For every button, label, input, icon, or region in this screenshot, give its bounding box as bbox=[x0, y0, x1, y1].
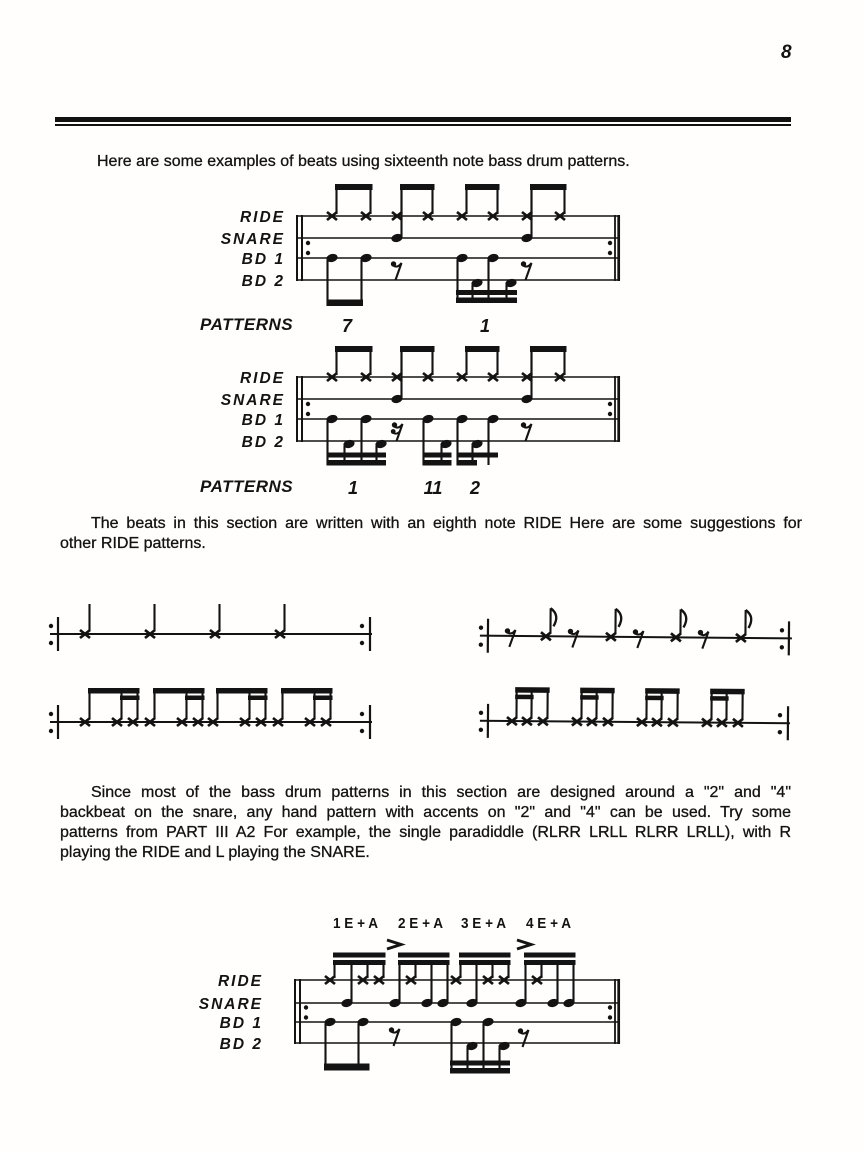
eighth-rest-icon bbox=[633, 629, 644, 648]
repeat-dot bbox=[306, 251, 310, 255]
repeat-dot bbox=[49, 641, 53, 645]
repeat-dot bbox=[306, 241, 310, 245]
rule-thick-line bbox=[55, 117, 791, 122]
notation-text: BD 2 bbox=[241, 273, 285, 290]
notation-text: PATTERNS bbox=[200, 477, 294, 496]
text-line: playing the RIDE and L playing the SNARE. bbox=[60, 844, 370, 861]
repeat-dot bbox=[608, 402, 612, 406]
rest-stroke bbox=[521, 1030, 529, 1047]
text-line: other RIDE patterns. bbox=[60, 535, 206, 552]
sixteenth-rest-icon bbox=[391, 422, 403, 441]
repeat-dot bbox=[778, 713, 782, 717]
ride-pattern-quarter-notes bbox=[35, 588, 395, 662]
eighth-beam bbox=[216, 688, 268, 694]
bass-drum-beam bbox=[456, 290, 517, 295]
section-divider-rule bbox=[55, 117, 791, 126]
repeat-dot bbox=[304, 1005, 308, 1009]
eighth-beam bbox=[281, 688, 333, 694]
accent-icon bbox=[387, 940, 401, 949]
drum-notation-stave-1 bbox=[180, 176, 640, 344]
sixteenth-beam bbox=[524, 953, 576, 958]
text-line: Since most of the bass drum patterns in this section are designed around a "2" and "4" bbox=[91, 784, 791, 801]
drum-notation-stave-3 bbox=[180, 902, 645, 1102]
repeat-dot bbox=[49, 712, 53, 716]
sixteenth-beam bbox=[398, 953, 450, 958]
bass-drum-beam bbox=[327, 460, 387, 466]
notation-text: 1 bbox=[479, 316, 491, 336]
rest-stroke bbox=[635, 631, 643, 648]
notation-text: BD 1 bbox=[241, 251, 285, 268]
repeat-dot bbox=[304, 1015, 308, 1019]
rule-thin-line bbox=[55, 124, 791, 126]
repeat-dot bbox=[306, 412, 310, 416]
repeat-dot bbox=[479, 728, 483, 732]
repeat-dot bbox=[608, 1015, 612, 1019]
repeat-dot bbox=[49, 729, 53, 733]
eighth-rest-icon bbox=[505, 628, 516, 647]
notation-text: 2 bbox=[469, 478, 481, 498]
bass-drum-beam bbox=[423, 453, 452, 458]
bass-drum-beam bbox=[457, 460, 478, 466]
repeat-dot bbox=[608, 251, 612, 255]
eighth-beam bbox=[88, 688, 140, 694]
notation-text: 11 bbox=[423, 478, 443, 498]
notation-text: SNARE bbox=[198, 996, 263, 1013]
bass-drum-beam bbox=[457, 453, 499, 458]
eighth-beam bbox=[465, 184, 500, 190]
rest-stroke bbox=[700, 632, 708, 649]
eighth-beam bbox=[335, 346, 373, 352]
accent-icon bbox=[517, 940, 531, 949]
sixteenth-beam bbox=[333, 953, 386, 958]
bass-drum-beam bbox=[450, 1061, 510, 1066]
repeat-dot bbox=[479, 625, 483, 629]
notation-text: 2 E + A bbox=[398, 915, 444, 932]
bass-drum-beam bbox=[450, 1068, 510, 1074]
repeat-dot bbox=[479, 711, 483, 715]
repeat-dot bbox=[608, 412, 612, 416]
notation-text: 1 E + A bbox=[333, 915, 379, 932]
sixteenth-beam bbox=[524, 960, 576, 965]
ride-pattern-eighth-two-sixteenths bbox=[35, 678, 395, 750]
rest-stroke bbox=[570, 630, 578, 647]
sixteenth-beam bbox=[459, 953, 511, 958]
repeat-dot bbox=[360, 641, 364, 645]
sixteenth-beam bbox=[333, 960, 386, 965]
repeat-dot bbox=[306, 402, 310, 406]
notation-text: 7 bbox=[341, 316, 353, 336]
repeat-dot bbox=[479, 642, 483, 646]
ride-suggestions-text bbox=[60, 514, 802, 554]
sixteenth-beam bbox=[459, 960, 511, 965]
notation-text: 4 E + A bbox=[526, 915, 572, 932]
repeat-dot bbox=[780, 645, 784, 649]
text-line: patterns from PART III A2 For example, the single paradiddle (RLRR LRLL RLRR LRLL), with R bbox=[60, 824, 791, 841]
ride-pattern-two-sixteenths-eighth bbox=[462, 677, 803, 752]
bass-drum-beam bbox=[327, 300, 364, 307]
notation-text: RIDE bbox=[239, 370, 285, 387]
eighth-beam bbox=[335, 184, 373, 190]
eighth-beam bbox=[153, 688, 205, 694]
paradiddle-paragraph bbox=[60, 783, 791, 863]
repeat-dot bbox=[778, 730, 782, 734]
notation-text: BD 1 bbox=[219, 1015, 263, 1032]
rest-stroke bbox=[507, 630, 515, 647]
intro-text: Here are some examples of beats using sixteenth note bass drum patterns. bbox=[97, 153, 630, 170]
ride-pattern-offbeat-eighths bbox=[462, 586, 808, 667]
repeat-dot bbox=[360, 624, 364, 628]
repeat-dot bbox=[360, 729, 364, 733]
bass-drum-beam bbox=[327, 453, 387, 458]
rest-stroke bbox=[394, 263, 402, 280]
notation-text: BD 2 bbox=[241, 434, 285, 451]
page-number: 8 bbox=[781, 42, 792, 63]
notation-text: SNARE bbox=[220, 392, 285, 409]
notation-text: SNARE bbox=[220, 231, 285, 248]
eighth-beam bbox=[400, 346, 435, 352]
repeat-dot bbox=[780, 628, 784, 632]
rest-stroke bbox=[524, 263, 532, 280]
drum-notation-stave-2 bbox=[180, 338, 640, 508]
notation-text: RIDE bbox=[239, 209, 285, 226]
repeat-dot bbox=[360, 712, 364, 716]
eighth-rest-icon bbox=[518, 1028, 529, 1047]
notation-text: 1 bbox=[347, 478, 359, 498]
notation-text: 3 E + A bbox=[461, 915, 507, 932]
bass-drum-beam bbox=[456, 298, 517, 304]
eighth-rest-icon bbox=[391, 261, 402, 280]
bass-drum-beam bbox=[324, 1064, 370, 1071]
eighth-beam bbox=[530, 346, 567, 352]
eighth-rest-icon bbox=[568, 629, 579, 648]
eighth-rest-icon bbox=[521, 422, 532, 441]
eighth-rest-icon bbox=[521, 261, 532, 280]
notation-text: BD 1 bbox=[241, 412, 285, 429]
repeat-dot bbox=[608, 1005, 612, 1009]
repeat-dot bbox=[49, 624, 53, 628]
eighth-beam bbox=[400, 184, 435, 190]
text-line: The beats in this section are written with an eighth note RIDE Here are some suggestions for bbox=[91, 515, 802, 532]
notation-text: PATTERNS bbox=[200, 315, 294, 334]
eighth-beam bbox=[530, 184, 567, 190]
rest-stroke bbox=[524, 424, 532, 441]
text-line: backbeat on the snare, any hand pattern with accents on "2" and "4" can be used. Try some bbox=[60, 804, 791, 821]
notation-text: BD 2 bbox=[219, 1036, 263, 1053]
notation-text: RIDE bbox=[217, 973, 263, 990]
bass-drum-beam bbox=[423, 460, 452, 466]
eighth-beam bbox=[465, 346, 500, 352]
sixteenth-beam bbox=[398, 960, 450, 965]
repeat-dot bbox=[608, 241, 612, 245]
eighth-rest-icon bbox=[698, 630, 709, 649]
